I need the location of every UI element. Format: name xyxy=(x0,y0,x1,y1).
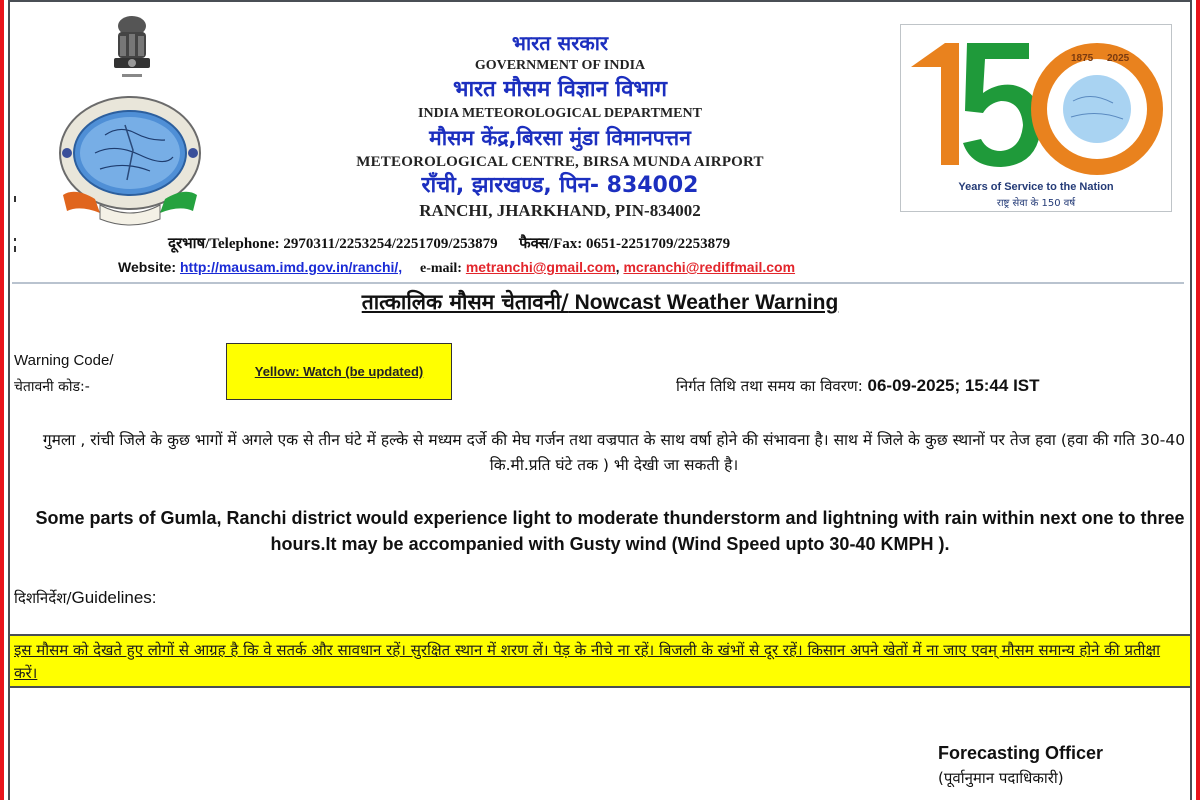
margin-mark xyxy=(14,246,16,252)
warning-text-english: Some parts of Gumla, Ranchi district would experience light to moderate thunderstorm and lightning with rain within next one to three hours.It may be accompanied with Gusty wind (Wind Speed upto 30-40 KMPH ). xyxy=(35,508,1185,554)
centre-hindi: मौसम केंद्र,बिरसा मुंडा विमानपत्तन xyxy=(429,126,691,150)
anniversary-tagline-hindi: राष्ट्र सेवा के 150 वर्ष xyxy=(996,198,1076,209)
guidelines-label-english: Guidelines: xyxy=(71,588,157,607)
left-red-border xyxy=(0,0,4,800)
warning-code-label xyxy=(14,348,114,400)
email-link-gmail[interactable]: metranchi@gmail.com xyxy=(465,259,616,275)
margin-mark xyxy=(14,238,16,241)
anniversary-150-icon xyxy=(901,25,1173,185)
header-text-block xyxy=(290,30,830,222)
anniversary-tagline-english: Years of Service to the Nation xyxy=(958,181,1114,193)
fax-value: 0651-2251709/2253879 xyxy=(585,236,731,252)
gov-hindi: भारत सरकार xyxy=(511,31,609,55)
email-label: e-mail: xyxy=(419,261,462,276)
dept-english: INDIA METEOROLOGICAL DEPARTMENT xyxy=(418,106,702,121)
dept-hindi: भारत मौसम विज्ञान विभाग xyxy=(453,77,667,102)
right-red-border xyxy=(1196,0,1200,800)
svg-text:2025: 2025 xyxy=(1107,53,1130,64)
margin-mark xyxy=(14,196,16,202)
anniversary-logo xyxy=(900,24,1172,212)
signature-block xyxy=(938,740,1103,790)
warning-code-label-english: Warning Code/ xyxy=(14,352,114,369)
issued-label: निर्गत तिथि तथा समय का विवरण: xyxy=(676,377,863,395)
warning-code-badge: Yellow: Watch (be updated) xyxy=(226,343,452,400)
guidelines-label xyxy=(14,588,157,608)
address-english: RANCHI, JHARKHAND, PIN-834002 xyxy=(419,201,701,220)
svg-text:1875: 1875 xyxy=(1071,53,1094,64)
website-link[interactable]: http://mausam.imd.gov.in/ranchi/, xyxy=(179,259,403,275)
warning-code-label-hindi: चेतावनी कोड:- xyxy=(14,379,90,395)
website-label: Website: xyxy=(118,259,177,275)
national-emblem-icon xyxy=(100,12,164,84)
title-english: Nowcast Weather Warning xyxy=(568,291,839,314)
imd-logo-icon xyxy=(55,95,205,230)
centre-english: METEOROLOGICAL CENTRE, BIRSA MUNDA AIRPORT xyxy=(356,154,764,170)
officer-title-hindi: (पूर्वानुमान पदाधिकारी) xyxy=(938,769,1064,787)
warning-text-hindi: गुमला , रांची जिले के कुछ भागों में अगले एक से तीन घंटे में हल्के से मध्यम दर्जे की मेघ गर्जन तथा वज्रपात के साथ वर्षा होने की संभावना है। साथ में जिले के कुछ स्थानों पर तेज हवा (हवा की गति 30-40 कि.मी.प्रति घंटे तक ) भी देखी जा सकती है। xyxy=(42,431,1186,474)
contact-phone-fax xyxy=(168,233,730,253)
email-separator: , xyxy=(615,259,620,275)
issued-datetime xyxy=(676,376,1040,396)
guidelines-text: इस मौसम को देखते हुए लोगों से आग्रह है कि वे सतर्क और सावधान रहें। सुरक्षित स्थान में शरण लें। पेड़ के नीचे ना रहें। बिजली के खंभों से दूर रहें। किसान अपने खेतों में ना जाए एवम् मौसम समान्य होने की प्रतीक्षा करें। xyxy=(10,634,1190,688)
title-hindi: तात्कालिक मौसम चेतावनी/ xyxy=(361,290,569,314)
telephone-value: 2970311/2253254/2251709/253879 xyxy=(283,236,498,252)
issued-value: 06-09-2025; 15:44 IST xyxy=(862,376,1040,395)
guidelines-label-hindi: दिशनिर्देश/ xyxy=(14,589,72,607)
address-hindi: राँची, झारखण्ड, पिन- 834002 xyxy=(421,173,699,198)
email-link-rediff[interactable]: mcranchi@rediffmail.com xyxy=(623,259,796,275)
contact-web-email xyxy=(118,259,795,277)
gov-english: GOVERNMENT OF INDIA xyxy=(474,58,646,73)
header-divider xyxy=(12,282,1184,284)
page-title xyxy=(0,288,1200,316)
officer-title-english: Forecasting Officer xyxy=(938,743,1104,763)
fax-label: फैक्स/Fax: xyxy=(519,236,583,252)
telephone-label: दूरभाष/Telephone: xyxy=(168,236,280,252)
